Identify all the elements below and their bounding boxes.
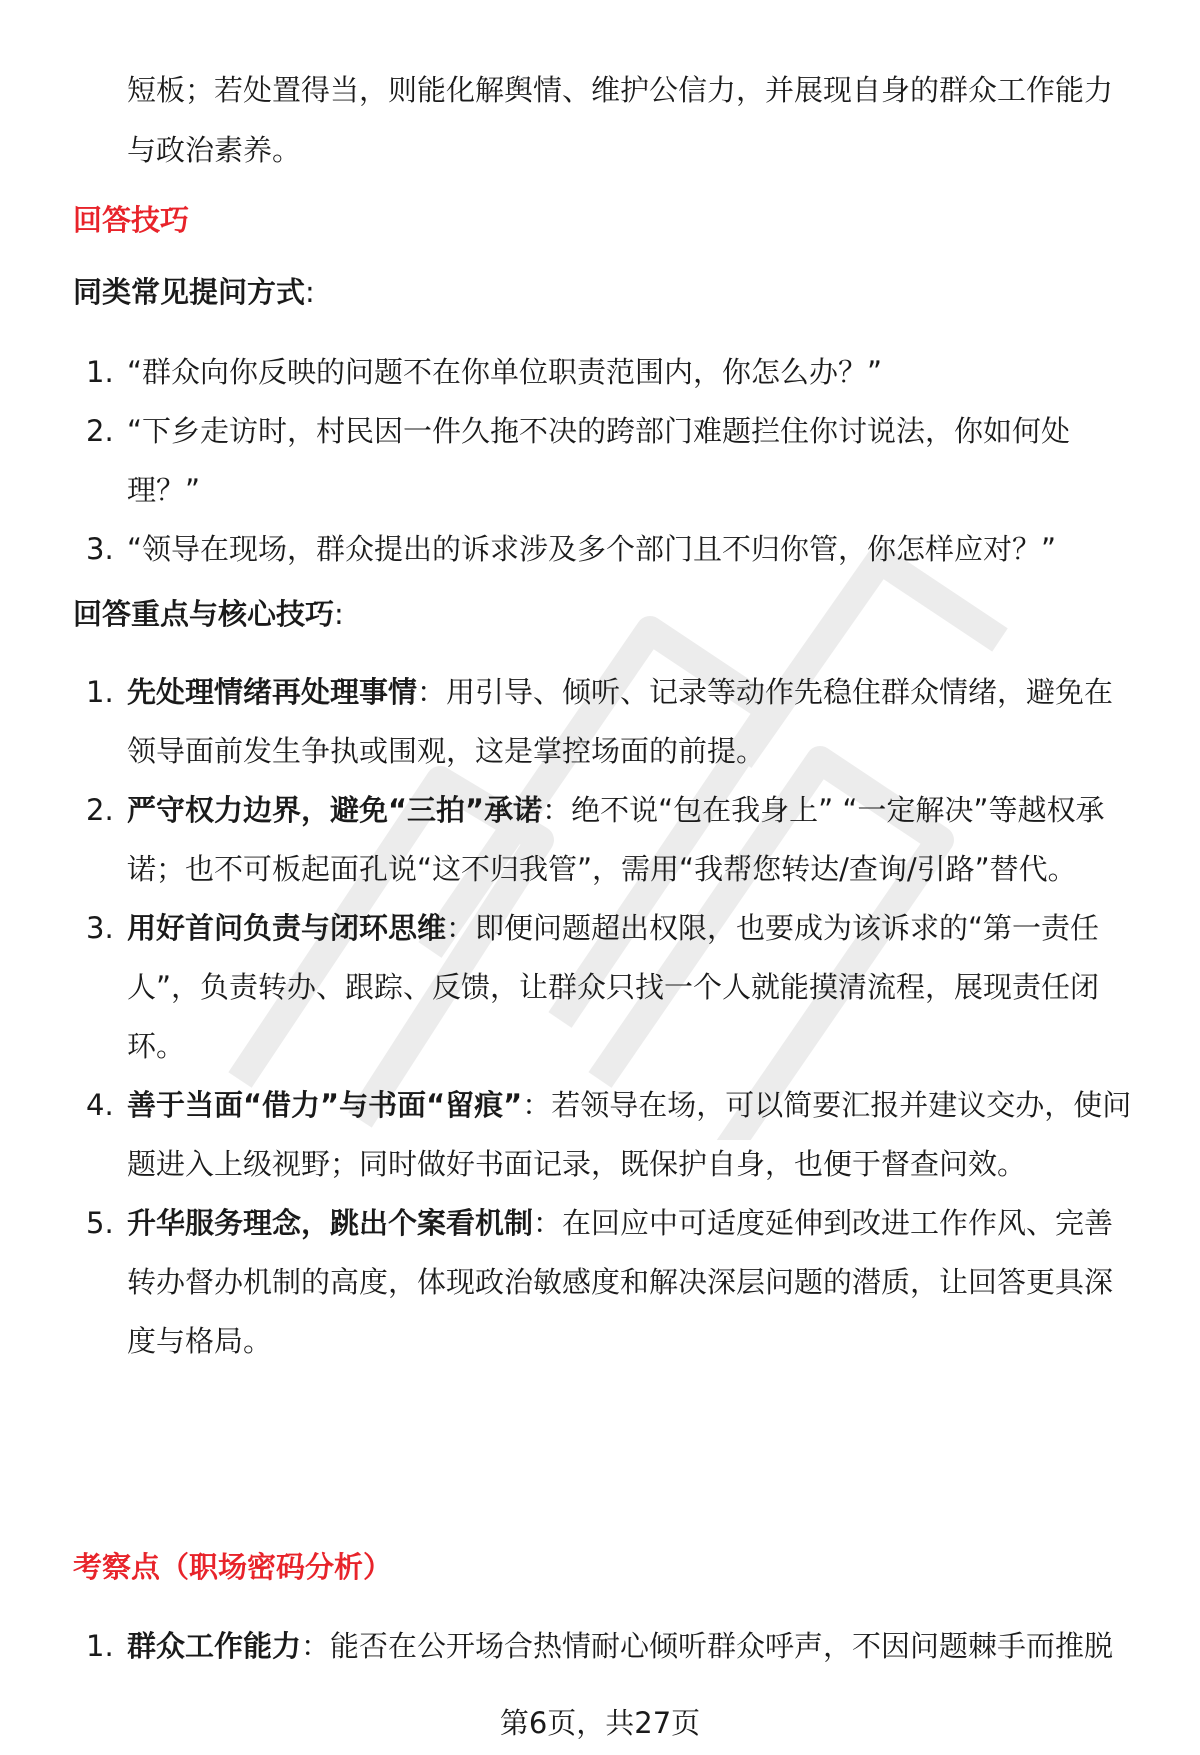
- list-item-bold-label: 善于当面“借力”与书面“留痕”: [127, 1088, 523, 1122]
- list-number: 3.: [86, 532, 114, 566]
- list-item-text: ：即便问题超出权限，也要成为该诉求的“第一责任人”，负责转办、跟踪、反馈，让群众只找一个人就能摸清流程，展现责任闭环。: [127, 911, 1100, 1063]
- list-item-bold-label: 升华服务理念，跳出个案看机制: [127, 1206, 534, 1240]
- core-skills-list: [0, 663, 1200, 1371]
- heading-colon: :: [305, 275, 315, 309]
- list-item: [0, 781, 1137, 899]
- list-item-text: “群众向你反映的问题不在你单位职责范围内，你怎么办？”: [127, 355, 883, 389]
- list-item-text: ：绝不说“包在我身上” “一定解决”等越权承诺；也不可板起面孔说“这不归我管”，需用“我帮您转达/查询/引路”替代。: [127, 793, 1105, 886]
- list-number: 1.: [86, 675, 114, 709]
- list-item: [0, 1194, 1137, 1371]
- heading-colon: :: [334, 597, 344, 631]
- list-number: 1.: [86, 355, 114, 389]
- list-number: 4.: [86, 1088, 114, 1122]
- core-skills-heading: [73, 594, 344, 634]
- list-item: [0, 899, 1137, 1076]
- list-item: [0, 1076, 1137, 1194]
- similar-questions-list: [0, 343, 1200, 579]
- similar-questions-heading: [73, 272, 315, 312]
- intro-paragraph: 短板；若处置得当，则能化解舆情、维护公信力，并展现自身的群众工作能力与政治素养。: [127, 73, 1114, 167]
- list-number: 2.: [86, 793, 114, 827]
- list-item: [0, 520, 1137, 579]
- list-item-text: “领导在现场，群众提出的诉求涉及多个部门且不归你管，你怎样应对？”: [127, 532, 1057, 566]
- list-number: 3.: [86, 911, 114, 945]
- section-title-answer-tips: 回答技巧: [73, 203, 190, 237]
- list-number: 5.: [86, 1206, 114, 1240]
- assessment-list: [0, 1617, 1200, 1676]
- list-item-text: ：用引导、倾听、记录等动作先稳住群众情绪，避免在领导面前发生争执或围观，这是掌控场面的前提。: [127, 675, 1114, 768]
- list-item: [0, 402, 1137, 520]
- list-item: [0, 1617, 1137, 1676]
- list-number: 1.: [86, 1629, 114, 1663]
- similar-questions-heading-text: 同类常见提问方式: [73, 275, 306, 309]
- list-item-bold-label: 先处理情绪再处理事情: [127, 675, 418, 709]
- list-item-bold-label: 用好首问负责与闭环思维: [127, 911, 447, 945]
- list-item-bold-label: 严守权力边界，避免“三拍”承诺: [127, 793, 543, 827]
- list-number: 2.: [86, 414, 114, 448]
- list-item-bold-label: 群众工作能力: [127, 1629, 302, 1663]
- list-item-text: ：若领导在场，可以简要汇报并建议交办，使问题进入上级视野；同时做好书面记录，既保护自身，也便于督查问效。: [127, 1088, 1132, 1181]
- core-skills-heading-text: 回答重点与核心技巧: [73, 597, 335, 631]
- list-item-text: ：能否在公开场合热情耐心倾听群众呼声，不因问题棘手而推脱: [301, 1629, 1114, 1663]
- list-item-text: ：在回应中可适度延伸到改进工作作风、完善转办督办机制的高度，体现政治敏感度和解决深层问题的潜质，让回答更具深度与格局。: [127, 1206, 1114, 1358]
- list-item: [0, 343, 1137, 402]
- section-title-assessment: 考察点（职场密码分析）: [73, 1550, 393, 1584]
- page-number-footer: 第6页，共27页: [499, 1706, 701, 1740]
- list-item: [0, 663, 1137, 781]
- list-item-text: “下乡走访时，村民因一件久拖不决的跨部门难题拦住你讨说法，你如何处理？”: [127, 414, 1071, 507]
